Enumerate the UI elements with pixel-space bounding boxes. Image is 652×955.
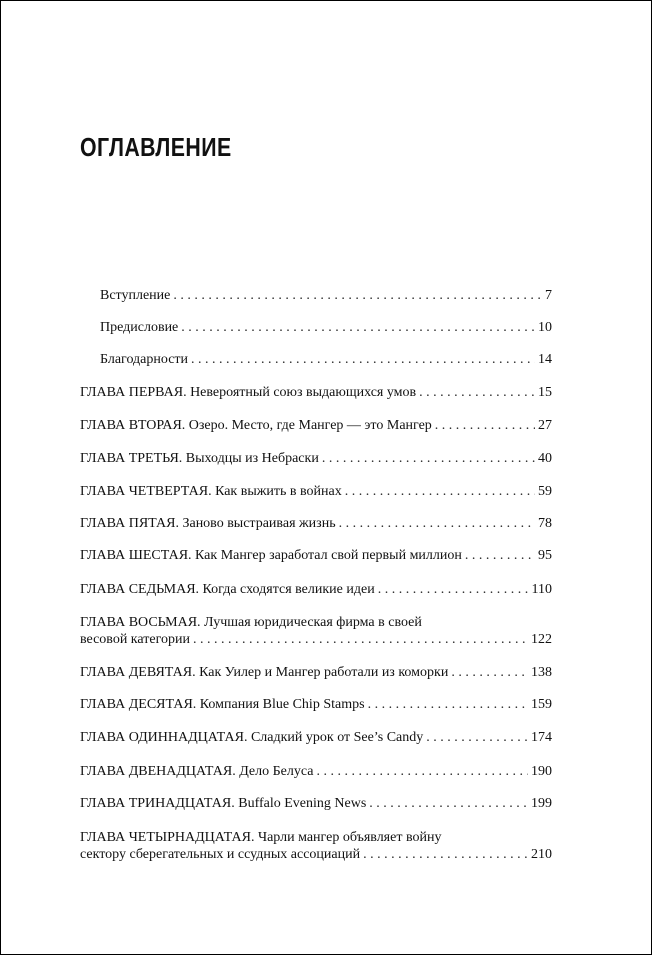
toc-entry-acknowledgements[interactable] [100,351,552,368]
toc-entry-page: 159 [531,697,552,712]
toc-entry-title: ГЛАВА ДЕСЯТАЯ. Компания Blue Chip Stamps [80,697,365,712]
toc-entry-chapter-2[interactable] [80,417,552,434]
toc-entry-title: ГЛАВА ОДИННАДЦАТАЯ. Сладкий урок от See’s Candy [80,730,424,745]
toc-entry-title: ГЛАВА ШЕСТАЯ. Как Мангер заработал свой первый миллион [80,548,462,563]
toc-entry-page: 95 [538,548,552,563]
toc-entry-chapter-11[interactable] [80,729,552,746]
toc-entry-chapter-8[interactable] [80,614,552,648]
dot-leader [451,664,528,681]
toc-entry-page: 15 [538,385,552,400]
dot-leader [316,763,528,780]
toc-entry-chapter-9[interactable] [80,664,552,681]
dot-leader [322,450,535,467]
page-title: ОГЛАВЛЕНИЕ [80,132,232,162]
toc-entry-title: ГЛАВА ВТОРАЯ. Озеро. Место, где Мангер — это Мангер [80,418,432,433]
toc-entry-intro[interactable] [100,287,552,304]
toc-entry-title-line1: ГЛАВА ЧЕТЫРНАДЦАТАЯ. Чарли мангер объявляет войну [80,830,442,845]
toc-entry-chapter-1[interactable] [80,384,552,401]
dot-leader [368,696,528,713]
dot-leader [363,846,528,863]
dot-leader [426,729,528,746]
dot-leader [173,287,542,304]
toc-entry-title: Вступление [100,288,171,303]
dot-leader [191,351,535,368]
toc-entry-title: Предисловие [100,320,179,335]
dot-leader [339,515,535,532]
toc-entry-page: 122 [531,632,552,647]
toc-entry-page: 40 [538,451,552,466]
toc-entry-title: ГЛАВА ПЯТАЯ. Заново выстраивая жизнь [80,516,336,531]
toc-entry-chapter-10[interactable] [80,696,552,713]
toc-entry-preface[interactable] [100,319,552,336]
toc-entry-chapter-14[interactable] [80,829,552,863]
toc-entry-chapter-4[interactable] [80,483,552,500]
toc-entry-page: 138 [531,665,552,680]
toc-entry-page: 59 [538,484,552,499]
dot-leader [435,417,535,434]
toc-entry-title: Благодарности [100,352,189,367]
dot-leader [369,795,528,812]
toc-entry-chapter-7[interactable] [80,581,552,598]
toc-entry-page: 14 [538,352,552,367]
dot-leader [345,483,535,500]
toc-entry-chapter-6[interactable] [80,547,552,564]
toc-entry-title: сектору сберегательных и ссудных ассоциаций [80,847,361,862]
toc-entry-page: 78 [538,516,552,531]
toc-entry-page: 174 [531,730,552,745]
toc-entry-title: весовой категории [80,632,190,647]
toc-entry-page: 190 [531,764,552,779]
toc-entry-title: ГЛАВА ЧЕТВЕРТАЯ. Как выжить в войнах [80,484,342,499]
toc-entry-title: ГЛАВА ДЕВЯТАЯ. Как Уилер и Мангер работали из коморки [80,665,449,680]
toc-entry-title: ГЛАВА ДВЕНАДЦАТАЯ. Дело Белуса [80,764,314,779]
toc-entry-page: 10 [538,320,552,335]
dot-leader [378,581,529,598]
toc-entry-title-line1: ГЛАВА ВОСЬМАЯ. Лучшая юридическая фирма в своей [80,615,422,630]
toc-entry-chapter-3[interactable] [80,450,552,467]
toc-entry-page: 110 [531,582,552,597]
toc-entry-chapter-12[interactable] [80,763,552,780]
toc-entry-title: ГЛАВА ТРЕТЬЯ. Выходцы из Небраски [80,451,319,466]
dot-leader [419,384,535,401]
dot-leader [193,631,528,648]
toc-entry-page: 27 [538,418,552,433]
toc-entry-page: 210 [531,847,552,862]
toc-entry-page: 7 [545,288,552,303]
table-of-contents [1,1,651,954]
dot-leader [465,547,535,564]
toc-entry-title: ГЛАВА СЕДЬМАЯ. Когда сходятся великие идеи [80,582,375,597]
toc-entry-title: ГЛАВА ТРИНАДЦАТАЯ. Buffalo Evening News [80,796,367,811]
dot-leader [181,319,535,336]
toc-entry-title: ГЛАВА ПЕРВАЯ. Невероятный союз выдающихся умов [80,385,417,400]
toc-entry-chapter-5[interactable] [80,515,552,532]
toc-entry-page: 199 [531,796,552,811]
toc-entry-chapter-13[interactable] [80,795,552,812]
